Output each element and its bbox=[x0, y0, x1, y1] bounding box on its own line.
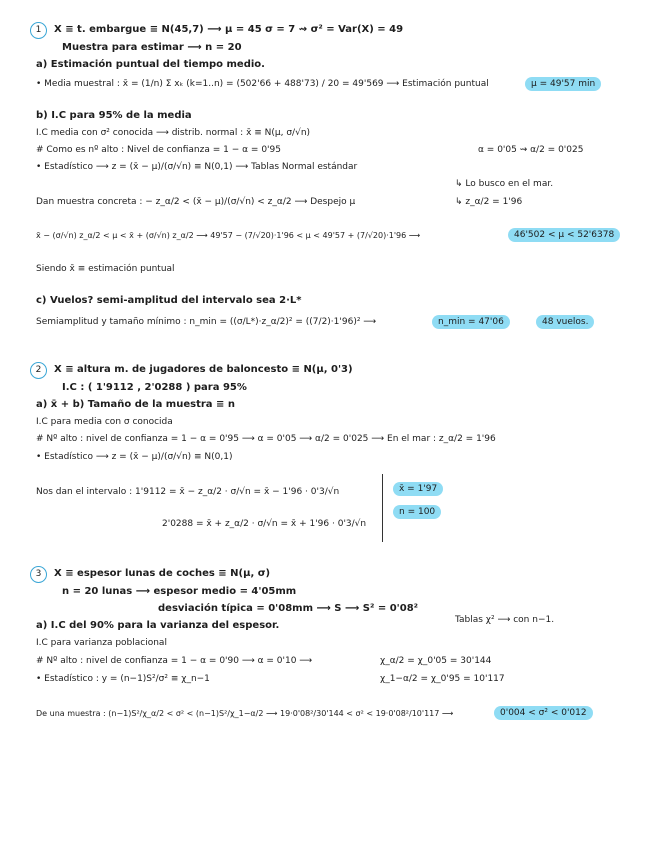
ex3-line1: n = 20 lunas ⟶ espesor medio = 4'05mm bbox=[62, 586, 297, 597]
ex1-b-line1: I.C media con σ² conocida ⟶ distrib. normal : x̄ ≡ N(μ, σ/√n) bbox=[36, 128, 311, 138]
ex3-line2: desviación típica = 0'08mm ⟶ S ⟶ S² = 0'08² bbox=[158, 603, 419, 614]
ex1-a-formula: • Media muestral : x̄ = (1/n) Σ xₖ (k=1..n) = (502'66 + 488'73) / 20 = 49'569 ⟶ Estimación puntual bbox=[36, 79, 489, 89]
ex1-c-heading: c) Vuelos? semi-amplitud del intervalo sea 2·L* bbox=[36, 295, 302, 306]
exercise-2-number: 2 bbox=[30, 362, 47, 379]
ex3-tablas: Tablas χ² ⟶ con n−1. bbox=[455, 615, 555, 625]
ex1-b-note: Siendo x̄ ≡ estimación puntual bbox=[36, 264, 175, 274]
ex3-chi-lower: χ_1−α/2 = χ_0'95 = 10'117 bbox=[380, 674, 505, 684]
ex1-sample: Muestra para estimar ⟶ n = 20 bbox=[62, 42, 242, 53]
ex1-b-busco: ↳ Lo busco en el mar. bbox=[455, 179, 554, 189]
ex3-title: X ≡ espesor lunas de coches ≡ N(μ, σ) bbox=[54, 568, 271, 579]
ex3-line4: # Nº alto : nivel de confianza = 1 − α = 0'90 ⟶ α = 0'10 ⟶ bbox=[36, 656, 313, 666]
ex1-b-heading: b) I.C para 95% de la media bbox=[36, 110, 192, 121]
ex2-a-heading: a) x̄ + b) Tamaño de la muestra ≡ n bbox=[36, 399, 235, 410]
ex1-b-line4: Dan muestra concreta : − z_α/2 < (x̄ − μ)/(σ/√n) < z_α/2 ⟶ Despejo μ bbox=[36, 197, 356, 207]
ex2-line3: • Estadístico ⟶ z = (x̄ − μ)/(σ/√n) ≡ N(0,1) bbox=[36, 452, 233, 462]
ex2-ic: I.C : ( 1'9112 , 2'0288 ) para 95% bbox=[62, 382, 247, 393]
ex1-b-line2: # Como es nº alto : Nivel de confianza = 1 − α = 0'95 bbox=[36, 145, 281, 155]
ex2-line4: Nos dan el intervalo : 1'9112 = x̄ − z_α/2 · σ/√n = x̄ − 1'96 · 0'3/√n bbox=[36, 487, 340, 497]
ex1-c-result-vuelos: 48 vuelos. bbox=[536, 315, 594, 329]
ex3-result: 0'004 < σ² < 0'012 bbox=[494, 706, 593, 720]
ex1-b-alpha: α = 0'05 ⇝ α/2 = 0'025 bbox=[478, 145, 584, 155]
ex1-a-heading: a) Estimación puntual del tiempo medio. bbox=[36, 59, 265, 70]
ex1-b-z: ↳ z_α/2 = 1'96 bbox=[455, 197, 523, 207]
ex1-b-line3: • Estadístico ⟶ z = (x̄ − μ)/(σ/√n) ≡ N(0,1) ⟶ Tablas Normal estándar bbox=[36, 162, 358, 172]
ex1-c-result-nmin: n_min = 47'06 bbox=[432, 315, 510, 329]
ex2-result-n: n = 100 bbox=[393, 505, 441, 519]
ex1-b-line5: x̄ − (σ/√n) z_α/2 < μ < x̄ + (σ/√n) z_α/2 ⟶ 49'57 − (7/√20)·1'96 < μ < 49'57 + (7/√20)·1'96 ⟶ bbox=[36, 231, 421, 240]
ex2-result-mean: x̄ = 1'97 bbox=[393, 482, 443, 496]
ex2-line1: I.C para media con σ conocida bbox=[36, 417, 173, 427]
ex3-line5: • Estadístico : y = (n−1)S²/σ² ≡ χ_n−1 bbox=[36, 674, 210, 684]
ex3-a-heading: a) I.C del 90% para la varianza del espesor. bbox=[36, 620, 280, 631]
exercise-1-number: 1 bbox=[30, 22, 47, 39]
ex2-title: X ≡ altura m. de jugadores de baloncesto ≡ N(μ, 0'3) bbox=[54, 364, 353, 375]
ex2-line5: 2'0288 = x̄ + z_α/2 · σ/√n = x̄ + 1'96 · 0'3/√n bbox=[162, 519, 367, 529]
ex1-a-result: μ = 49'57 min bbox=[525, 77, 601, 91]
ex1-c-line: Semiamplitud y tamaño mínimo : n_min = ((σ/L*)·z_α/2)² = ((7/2)·1'96)² ⟶ bbox=[36, 317, 377, 327]
ex3-line3: I.C para varianza poblacional bbox=[36, 638, 167, 648]
ex3-line6: De una muestra : (n−1)S²/χ_α/2 < σ² < (n−1)S²/χ_1−α/2 ⟶ 19·0'08²/30'144 < σ² < 19·0'08²/10'117 ⟶ bbox=[36, 709, 454, 718]
ex3-chi-upper: χ_α/2 = χ_0'05 = 30'144 bbox=[380, 656, 492, 666]
ex1-b-result: 46'502 < μ < 52'6378 bbox=[508, 228, 620, 242]
ex2-brace bbox=[378, 474, 383, 542]
ex1-title: X ≡ t. embargue ≡ N(45,7) ⟶ μ = 45 σ = 7 ⇝ σ² = Var(X) = 49 bbox=[54, 24, 404, 35]
exercise-3-number: 3 bbox=[30, 566, 47, 583]
ex2-line2: # Nº alto : nivel de confianza = 1 − α = 0'95 ⟶ α = 0'05 ⟶ α/2 = 0'025 ⟶ En el mar : z_α/2 = 1'96 bbox=[36, 434, 496, 444]
